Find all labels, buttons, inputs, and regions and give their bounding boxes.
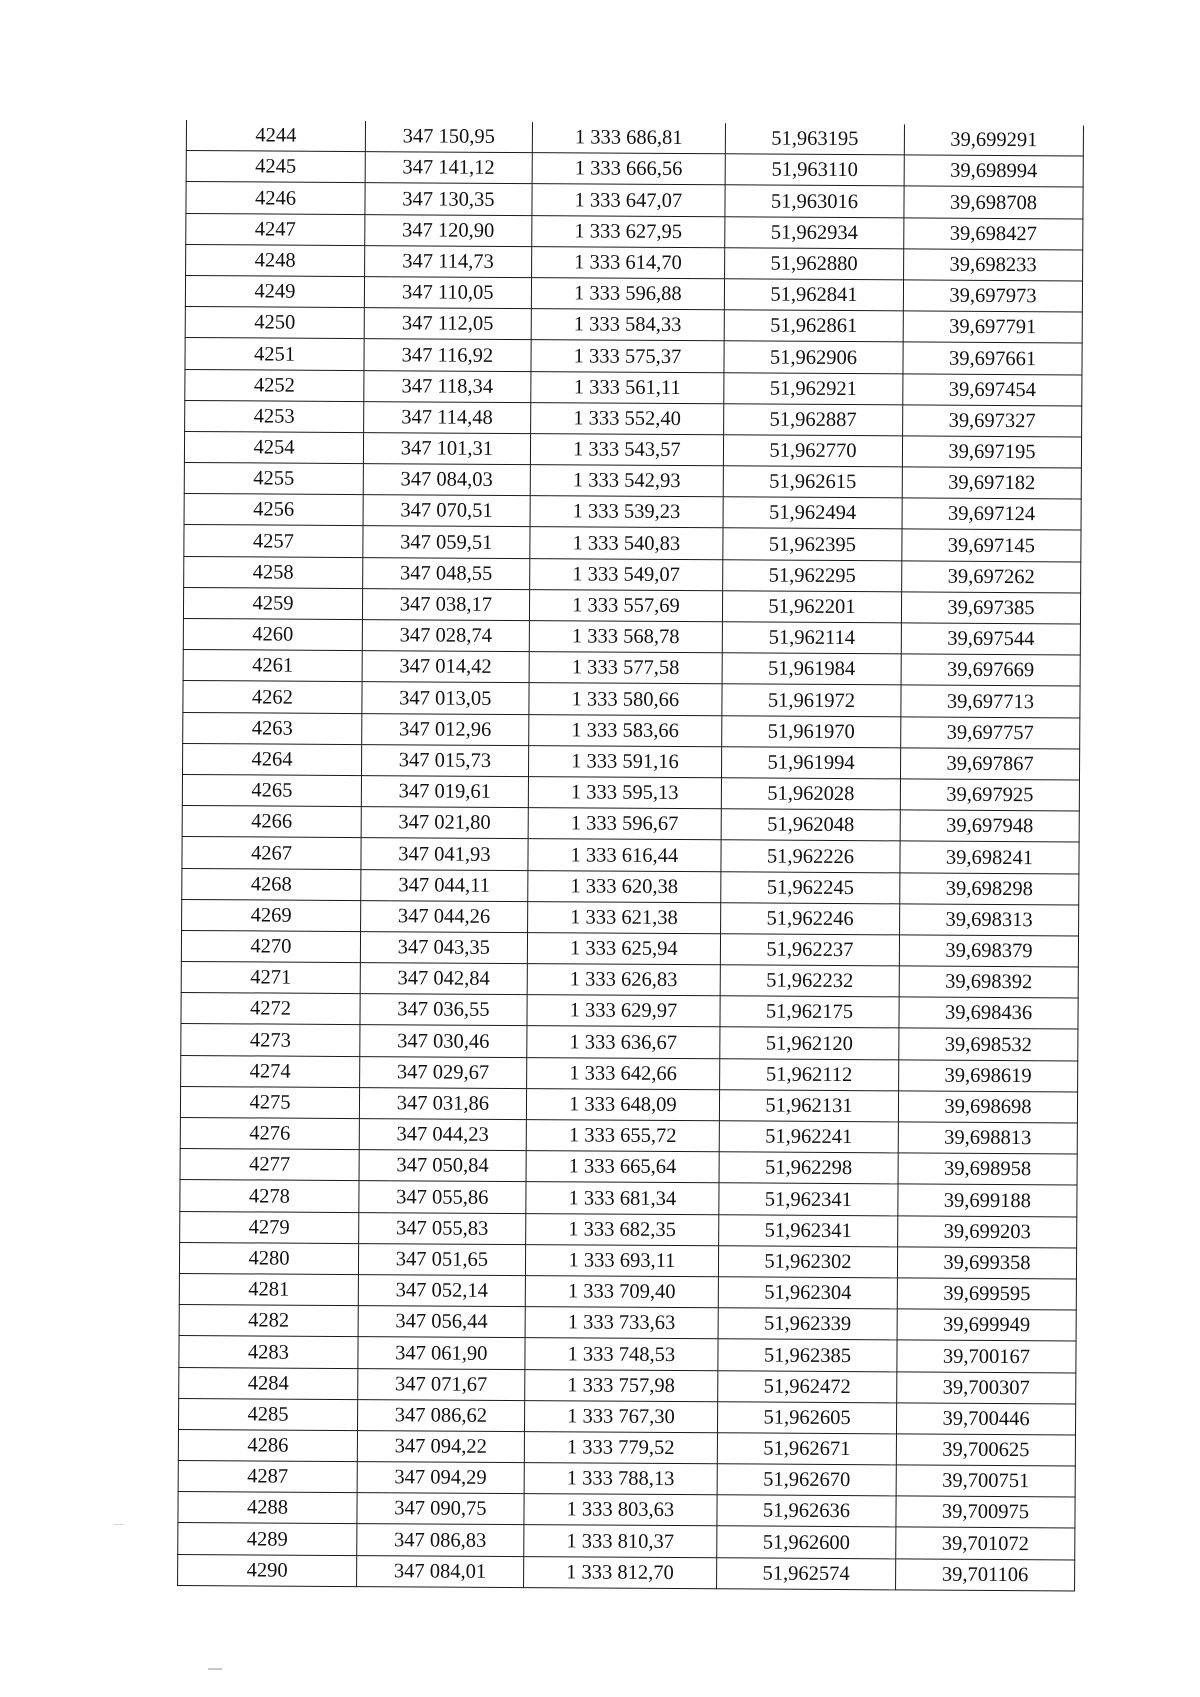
y-coordinate-cell: 1 333 757,98	[524, 1369, 717, 1401]
point-number-cell: 4265	[182, 774, 361, 806]
y-coordinate-cell: 1 333 748,53	[525, 1338, 718, 1370]
point-number-cell: 4278	[180, 1180, 359, 1212]
point-number-cell: 4252	[185, 369, 364, 401]
latitude-cell: 51,962600	[717, 1526, 896, 1558]
y-coordinate-cell: 1 333 655,72	[526, 1120, 719, 1152]
latitude-cell: 51,962605	[717, 1401, 896, 1433]
latitude-cell: 51,962861	[724, 310, 903, 342]
latitude-cell: 51,962670	[717, 1464, 896, 1496]
x-coordinate-cell: 347 116,92	[364, 339, 531, 371]
y-coordinate-cell: 1 333 665,64	[526, 1151, 719, 1183]
longitude-cell: 39,700446	[896, 1403, 1075, 1435]
y-coordinate-cell: 1 333 616,44	[528, 839, 721, 871]
longitude-cell: 39,698813	[898, 1122, 1077, 1154]
point-number-cell: 4258	[184, 556, 363, 588]
point-number-cell: 4249	[185, 275, 364, 307]
point-number-cell: 4245	[186, 151, 365, 183]
longitude-cell: 39,697867	[900, 748, 1079, 780]
longitude-cell: 39,697262	[902, 561, 1081, 593]
x-coordinate-cell: 347 041,93	[361, 838, 528, 870]
x-coordinate-cell: 347 059,51	[363, 526, 530, 558]
x-coordinate-cell: 347 118,34	[364, 370, 531, 402]
point-number-cell: 4262	[183, 681, 362, 713]
latitude-cell: 51,962048	[721, 809, 900, 841]
x-coordinate-cell: 347 094,29	[357, 1462, 524, 1494]
scan-artifact	[114, 1524, 124, 1525]
point-number-cell: 4281	[179, 1273, 358, 1305]
y-coordinate-cell: 1 333 557,69	[529, 589, 722, 621]
point-number-cell: 4270	[181, 930, 360, 962]
y-coordinate-cell: 1 333 561,11	[531, 371, 724, 403]
latitude-cell: 51,962302	[718, 1246, 897, 1278]
point-number-cell: 4283	[179, 1336, 358, 1368]
x-coordinate-cell: 347 029,67	[360, 1056, 527, 1088]
point-number-cell: 4289	[178, 1523, 357, 1555]
longitude-cell: 39,698708	[904, 186, 1083, 218]
latitude-cell: 51,962241	[719, 1121, 898, 1153]
point-number-cell: 4286	[178, 1429, 357, 1461]
y-coordinate-cell: 1 333 539,23	[530, 496, 723, 528]
table-row	[178, 1554, 1075, 1591]
latitude-cell: 51,962636	[717, 1495, 896, 1527]
latitude-cell: 51,962295	[723, 559, 902, 591]
y-coordinate-cell: 1 333 580,66	[529, 683, 722, 715]
x-coordinate-cell: 347 028,74	[362, 620, 529, 652]
latitude-cell: 51,963195	[725, 123, 904, 155]
x-coordinate-cell: 347 019,61	[361, 776, 528, 808]
longitude-cell: 39,699203	[898, 1215, 1077, 1247]
x-coordinate-cell: 347 150,95	[365, 121, 532, 153]
point-number-cell: 4247	[186, 213, 365, 245]
point-number-cell: 4255	[184, 463, 363, 495]
x-coordinate-cell: 347 031,86	[359, 1087, 526, 1119]
y-coordinate-cell: 1 333 788,13	[524, 1463, 717, 1495]
y-coordinate-cell: 1 333 614,70	[531, 246, 724, 278]
point-number-cell: 4287	[178, 1461, 357, 1493]
y-coordinate-cell: 1 333 595,13	[528, 777, 721, 809]
point-number-cell: 4260	[183, 618, 362, 650]
latitude-cell: 51,962934	[725, 216, 904, 248]
x-coordinate-cell: 347 055,83	[359, 1212, 526, 1244]
latitude-cell: 51,962341	[719, 1183, 898, 1215]
longitude-cell: 39,697145	[902, 529, 1081, 561]
latitude-cell: 51,962304	[718, 1277, 897, 1309]
x-coordinate-cell: 347 101,31	[363, 432, 530, 464]
latitude-cell: 51,962201	[722, 591, 901, 623]
point-number-cell: 4274	[181, 1055, 360, 1087]
latitude-cell: 51,962245	[721, 871, 900, 903]
point-number-cell: 4280	[179, 1242, 358, 1274]
y-coordinate-cell: 1 333 779,52	[524, 1431, 717, 1463]
latitude-cell: 51,962339	[718, 1308, 897, 1340]
y-coordinate-cell: 1 333 733,63	[525, 1307, 718, 1339]
y-coordinate-cell: 1 333 620,38	[527, 870, 720, 902]
latitude-cell: 51,961984	[722, 653, 901, 685]
y-coordinate-cell: 1 333 621,38	[527, 901, 720, 933]
point-number-cell: 4276	[180, 1117, 359, 1149]
latitude-cell: 51,962226	[721, 840, 900, 872]
latitude-cell: 51,962385	[718, 1339, 897, 1371]
point-number-cell: 4257	[184, 525, 363, 557]
latitude-cell: 51,962112	[720, 1058, 899, 1090]
y-coordinate-cell: 1 333 584,33	[531, 309, 724, 341]
y-coordinate-cell: 1 333 542,93	[530, 465, 723, 497]
x-coordinate-cell: 347 094,22	[357, 1430, 524, 1462]
latitude-cell: 51,962237	[720, 934, 899, 966]
y-coordinate-cell: 1 333 575,37	[531, 340, 724, 372]
x-coordinate-cell: 347 110,05	[364, 277, 531, 309]
longitude-cell: 39,698233	[904, 249, 1083, 281]
point-number-cell: 4269	[182, 899, 361, 931]
x-coordinate-cell: 347 141,12	[365, 152, 532, 184]
latitude-cell: 51,962841	[724, 279, 903, 311]
point-number-cell: 4261	[183, 650, 362, 682]
longitude-cell: 39,698994	[904, 155, 1083, 187]
x-coordinate-cell: 347 014,42	[362, 651, 529, 683]
point-number-cell: 4256	[184, 494, 363, 526]
y-coordinate-cell: 1 333 596,67	[528, 808, 721, 840]
y-coordinate-cell: 1 333 591,16	[528, 745, 721, 777]
coordinates-table-body	[178, 120, 1084, 1591]
latitude-cell: 51,962770	[723, 435, 902, 467]
y-coordinate-cell: 1 333 693,11	[525, 1244, 718, 1276]
longitude-cell: 39,698619	[899, 1059, 1078, 1091]
x-coordinate-cell: 347 061,90	[358, 1337, 525, 1369]
longitude-cell: 39,698698	[898, 1091, 1077, 1123]
latitude-cell: 51,962574	[717, 1557, 896, 1589]
point-number-cell: 4275	[180, 1086, 359, 1118]
x-coordinate-cell: 347 048,55	[363, 557, 530, 589]
x-coordinate-cell: 347 114,48	[364, 401, 531, 433]
longitude-cell: 39,697661	[903, 342, 1082, 374]
point-number-cell: 4277	[180, 1149, 359, 1181]
x-coordinate-cell: 347 044,26	[361, 900, 528, 932]
latitude-cell: 51,963110	[725, 154, 904, 186]
x-coordinate-cell: 347 070,51	[363, 495, 530, 527]
point-number-cell: 4290	[178, 1554, 357, 1586]
point-number-cell: 4288	[178, 1492, 357, 1524]
y-coordinate-cell: 1 333 552,40	[530, 402, 723, 434]
x-coordinate-cell: 347 071,67	[358, 1368, 525, 1400]
longitude-cell: 39,699291	[904, 124, 1083, 156]
longitude-cell: 39,699358	[897, 1247, 1076, 1279]
y-coordinate-cell: 1 333 647,07	[532, 184, 725, 216]
x-coordinate-cell: 347 084,03	[363, 464, 530, 496]
longitude-cell: 39,701106	[896, 1558, 1075, 1590]
longitude-cell: 39,698436	[899, 997, 1078, 1029]
longitude-cell: 39,697973	[903, 280, 1082, 312]
x-coordinate-cell: 347 120,90	[365, 214, 532, 246]
longitude-cell: 39,697195	[902, 436, 1081, 468]
latitude-cell: 51,962906	[724, 341, 903, 373]
point-number-cell: 4272	[181, 993, 360, 1025]
point-number-cell: 4254	[184, 431, 363, 463]
point-number-cell: 4253	[185, 400, 364, 432]
longitude-cell: 39,697948	[900, 810, 1079, 842]
x-coordinate-cell: 347 044,23	[359, 1119, 526, 1151]
longitude-cell: 39,701072	[896, 1527, 1075, 1559]
y-coordinate-cell: 1 333 629,97	[527, 995, 720, 1027]
latitude-cell: 51,962341	[719, 1214, 898, 1246]
x-coordinate-cell: 347 130,35	[365, 183, 532, 215]
latitude-cell: 51,962232	[720, 965, 899, 997]
x-coordinate-cell: 347 050,84	[359, 1150, 526, 1182]
x-coordinate-cell: 347 086,62	[357, 1399, 524, 1431]
latitude-cell: 51,961972	[722, 684, 901, 716]
latitude-cell: 51,961994	[721, 747, 900, 779]
longitude-cell: 39,698298	[900, 872, 1079, 904]
point-number-cell: 4263	[183, 712, 362, 744]
point-number-cell: 4273	[181, 1024, 360, 1056]
latitude-cell: 51,962887	[724, 403, 903, 435]
x-coordinate-cell: 347 012,96	[362, 713, 529, 745]
y-coordinate-cell: 1 333 625,94	[527, 932, 720, 964]
y-coordinate-cell: 1 333 549,07	[529, 558, 722, 590]
longitude-cell: 39,697757	[901, 716, 1080, 748]
x-coordinate-cell: 347 038,17	[362, 588, 529, 620]
latitude-cell: 51,962114	[722, 622, 901, 654]
latitude-cell: 51,962175	[720, 996, 899, 1028]
longitude-cell: 39,699595	[897, 1278, 1076, 1310]
y-coordinate-cell: 1 333 666,56	[532, 153, 725, 185]
longitude-cell: 39,697327	[903, 405, 1082, 437]
longitude-cell: 39,697925	[900, 779, 1079, 811]
longitude-cell: 39,700975	[896, 1496, 1075, 1528]
x-coordinate-cell: 347 112,05	[364, 308, 531, 340]
point-number-cell: 4246	[186, 182, 365, 214]
x-coordinate-cell: 347 044,11	[361, 869, 528, 901]
point-number-cell: 4282	[179, 1305, 358, 1337]
latitude-cell: 51,962131	[719, 1090, 898, 1122]
longitude-cell: 39,698313	[900, 904, 1079, 936]
longitude-cell: 39,698241	[900, 841, 1079, 873]
x-coordinate-cell: 347 055,86	[359, 1181, 526, 1213]
y-coordinate-cell: 1 333 686,81	[532, 122, 725, 154]
latitude-cell: 51,962494	[723, 497, 902, 529]
x-coordinate-cell: 347 042,84	[360, 963, 527, 995]
y-coordinate-cell: 1 333 810,37	[523, 1525, 716, 1557]
y-coordinate-cell: 1 333 540,83	[530, 527, 723, 559]
y-coordinate-cell: 1 333 626,83	[527, 964, 720, 996]
point-number-cell: 4244	[186, 120, 365, 152]
longitude-cell: 39,699949	[897, 1309, 1076, 1341]
longitude-cell: 39,698427	[904, 217, 1083, 249]
point-number-cell: 4271	[181, 962, 360, 994]
y-coordinate-cell: 1 333 709,40	[525, 1276, 718, 1308]
latitude-cell: 51,962671	[717, 1433, 896, 1465]
latitude-cell: 51,962472	[718, 1370, 897, 1402]
y-coordinate-cell: 1 333 682,35	[525, 1213, 718, 1245]
point-number-cell: 4248	[186, 244, 365, 276]
point-number-cell: 4285	[179, 1398, 358, 1430]
longitude-cell: 39,698392	[899, 966, 1078, 998]
point-number-cell: 4267	[182, 837, 361, 869]
scan-artifact	[208, 1668, 222, 1670]
longitude-cell: 39,698532	[899, 1028, 1078, 1060]
y-coordinate-cell: 1 333 803,63	[524, 1494, 717, 1526]
longitude-cell: 39,699188	[898, 1184, 1077, 1216]
coordinates-table	[177, 120, 1084, 1591]
longitude-cell: 39,697544	[901, 623, 1080, 655]
longitude-cell: 39,698958	[898, 1153, 1077, 1185]
x-coordinate-cell: 347 084,01	[357, 1555, 524, 1587]
y-coordinate-cell: 1 333 812,70	[523, 1556, 716, 1588]
longitude-cell: 39,698379	[899, 935, 1078, 967]
point-number-cell: 4279	[180, 1211, 359, 1243]
latitude-cell: 51,962246	[721, 902, 900, 934]
longitude-cell: 39,700751	[896, 1465, 1075, 1497]
x-coordinate-cell: 347 013,05	[362, 682, 529, 714]
point-number-cell: 4266	[182, 806, 361, 838]
longitude-cell: 39,697669	[901, 654, 1080, 686]
point-number-cell: 4284	[179, 1367, 358, 1399]
y-coordinate-cell: 1 333 636,67	[527, 1026, 720, 1058]
point-number-cell: 4251	[185, 338, 364, 370]
y-coordinate-cell: 1 333 627,95	[532, 215, 725, 247]
latitude-cell: 51,962395	[723, 528, 902, 560]
x-coordinate-cell: 347 052,14	[358, 1275, 525, 1307]
longitude-cell: 39,697454	[903, 373, 1082, 405]
longitude-cell: 39,700167	[897, 1340, 1076, 1372]
point-number-cell: 4259	[183, 587, 362, 619]
y-coordinate-cell: 1 333 543,57	[530, 433, 723, 465]
x-coordinate-cell: 347 086,83	[357, 1524, 524, 1556]
longitude-cell: 39,697713	[901, 685, 1080, 717]
latitude-cell: 51,962120	[720, 1027, 899, 1059]
longitude-cell: 39,697124	[902, 498, 1081, 530]
y-coordinate-cell: 1 333 568,78	[529, 621, 722, 653]
longitude-cell: 39,697182	[902, 467, 1081, 499]
y-coordinate-cell: 1 333 648,09	[526, 1088, 719, 1120]
x-coordinate-cell: 347 090,75	[357, 1493, 524, 1525]
y-coordinate-cell: 1 333 577,58	[529, 652, 722, 684]
y-coordinate-cell: 1 333 583,66	[528, 714, 721, 746]
y-coordinate-cell: 1 333 642,66	[526, 1057, 719, 1089]
longitude-cell: 39,700307	[897, 1371, 1076, 1403]
longitude-cell: 39,697385	[901, 592, 1080, 624]
point-number-cell: 4268	[182, 868, 361, 900]
x-coordinate-cell: 347 051,65	[358, 1243, 525, 1275]
latitude-cell: 51,961970	[722, 715, 901, 747]
x-coordinate-cell: 347 015,73	[361, 744, 528, 776]
latitude-cell: 51,962028	[721, 778, 900, 810]
latitude-cell: 51,962298	[719, 1152, 898, 1184]
latitude-cell: 51,963016	[725, 185, 904, 217]
x-coordinate-cell: 347 114,73	[365, 245, 532, 277]
x-coordinate-cell: 347 036,55	[360, 994, 527, 1026]
point-number-cell: 4250	[185, 307, 364, 339]
x-coordinate-cell: 347 030,46	[360, 1025, 527, 1057]
latitude-cell: 51,962615	[723, 466, 902, 498]
longitude-cell: 39,700625	[896, 1434, 1075, 1466]
x-coordinate-cell: 347 056,44	[358, 1306, 525, 1338]
latitude-cell: 51,962921	[724, 372, 903, 404]
x-coordinate-cell: 347 021,80	[361, 807, 528, 839]
y-coordinate-cell: 1 333 681,34	[526, 1182, 719, 1214]
y-coordinate-cell: 1 333 767,30	[524, 1400, 717, 1432]
latitude-cell: 51,962880	[725, 248, 904, 280]
x-coordinate-cell: 347 043,35	[360, 931, 527, 963]
y-coordinate-cell: 1 333 596,88	[531, 278, 724, 310]
point-number-cell: 4264	[183, 743, 362, 775]
longitude-cell: 39,697791	[903, 311, 1082, 343]
